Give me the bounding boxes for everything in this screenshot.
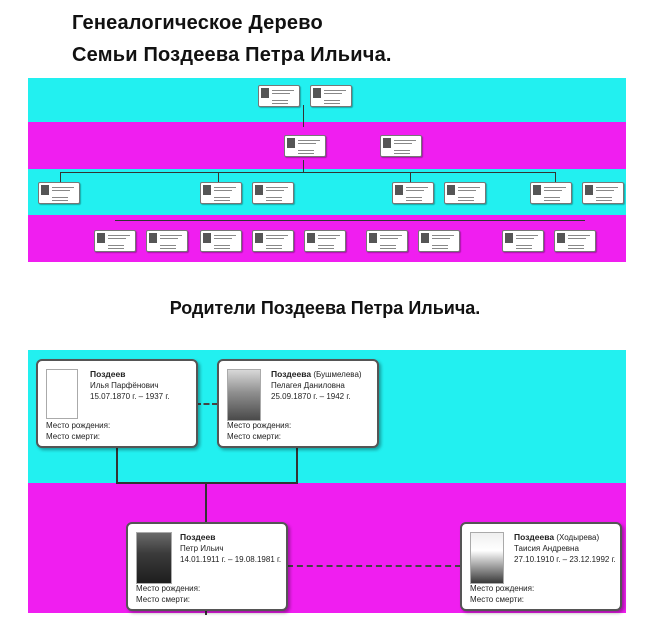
thumb-person-card — [392, 182, 434, 204]
thumb-band-2 — [28, 122, 626, 169]
birth-place-label: Место рождения: — [46, 421, 111, 430]
thumb-person-card — [310, 85, 352, 107]
thumb-connector — [303, 160, 304, 172]
person-surname: Поздеев — [180, 532, 216, 542]
thumb-person-card — [530, 182, 572, 204]
death-place-label: Место смерти: — [46, 432, 101, 441]
death-place-label: Место смерти: — [227, 432, 282, 441]
person-dates: 25.09.1870 г. – 1942 г. — [271, 392, 351, 401]
thumb-person-card — [258, 85, 300, 107]
person-photo — [136, 532, 172, 584]
person-name: Таисия Андревна — [514, 544, 579, 553]
spouse-connector — [195, 403, 218, 405]
thumb-person-card — [554, 230, 596, 252]
parent-line — [116, 446, 118, 483]
death-place-label: Место смерти: — [136, 595, 191, 604]
thumb-person-card — [200, 182, 242, 204]
thumb-person-card — [252, 182, 294, 204]
thumb-person-card — [582, 182, 624, 204]
birth-place-label: Место рождения: — [136, 584, 201, 593]
thumb-connector — [60, 172, 61, 182]
person-card-mother[interactable] — [217, 359, 379, 448]
person-card-petr[interactable] — [126, 522, 288, 611]
person-dates: 14.01.1911 г. – 19.08.1981 г. — [180, 555, 282, 564]
person-surname: Поздеев — [90, 369, 126, 379]
person-card-father[interactable] — [36, 359, 198, 448]
child-line — [205, 482, 207, 522]
thumb-person-card — [418, 230, 460, 252]
thumb-connector — [410, 172, 411, 182]
thumb-connector — [115, 220, 585, 221]
spouse-connector — [287, 565, 461, 567]
thumb-person-card — [252, 230, 294, 252]
thumb-person-card — [444, 182, 486, 204]
birth-place-label: Место рождения: — [227, 421, 292, 430]
person-dates: 15.07.1870 г. – 1937 г. — [90, 392, 170, 401]
section-title: Родители Поздеева Петра Ильича. — [169, 298, 481, 318]
photo-placeholder — [46, 369, 78, 419]
parent-join-line — [116, 482, 298, 484]
person-surname: Поздеева — [514, 532, 555, 542]
birth-place-label: Место рождения: — [470, 584, 535, 593]
parent-line — [296, 446, 298, 483]
thumb-connector — [303, 105, 304, 127]
thumb-connector — [218, 172, 219, 182]
person-card-taisia[interactable] — [460, 522, 622, 611]
person-name: Пелагея Даниловна — [271, 381, 345, 390]
thumb-person-card — [284, 135, 326, 157]
person-name: Петр Ильич — [180, 544, 224, 553]
thumb-person-card — [304, 230, 346, 252]
thumb-person-card — [380, 135, 422, 157]
death-place-label: Место смерти: — [470, 595, 525, 604]
thumb-person-card — [94, 230, 136, 252]
thumb-person-card — [366, 230, 408, 252]
person-maiden-name: (Ходырева) — [556, 533, 600, 542]
person-surname: Поздеева — [271, 369, 312, 379]
thumb-person-card — [502, 230, 544, 252]
thumb-person-card — [200, 230, 242, 252]
thumb-connector — [555, 172, 556, 182]
person-photo — [470, 532, 504, 584]
thumb-person-card — [146, 230, 188, 252]
person-photo — [227, 369, 261, 421]
person-maiden-name: (Бушмелева) — [313, 370, 362, 379]
person-name: Илья Парфёнович — [90, 381, 159, 390]
thumb-person-card — [38, 182, 80, 204]
thumb-connector — [60, 172, 555, 173]
page-title-line1: Генеалогическое Дерево — [72, 12, 323, 34]
person-dates: 27.10.1910 г. – 23.12.1992 г. — [514, 555, 616, 564]
page-title-line2: Семьи Поздеева Петра Ильича. — [72, 44, 392, 66]
